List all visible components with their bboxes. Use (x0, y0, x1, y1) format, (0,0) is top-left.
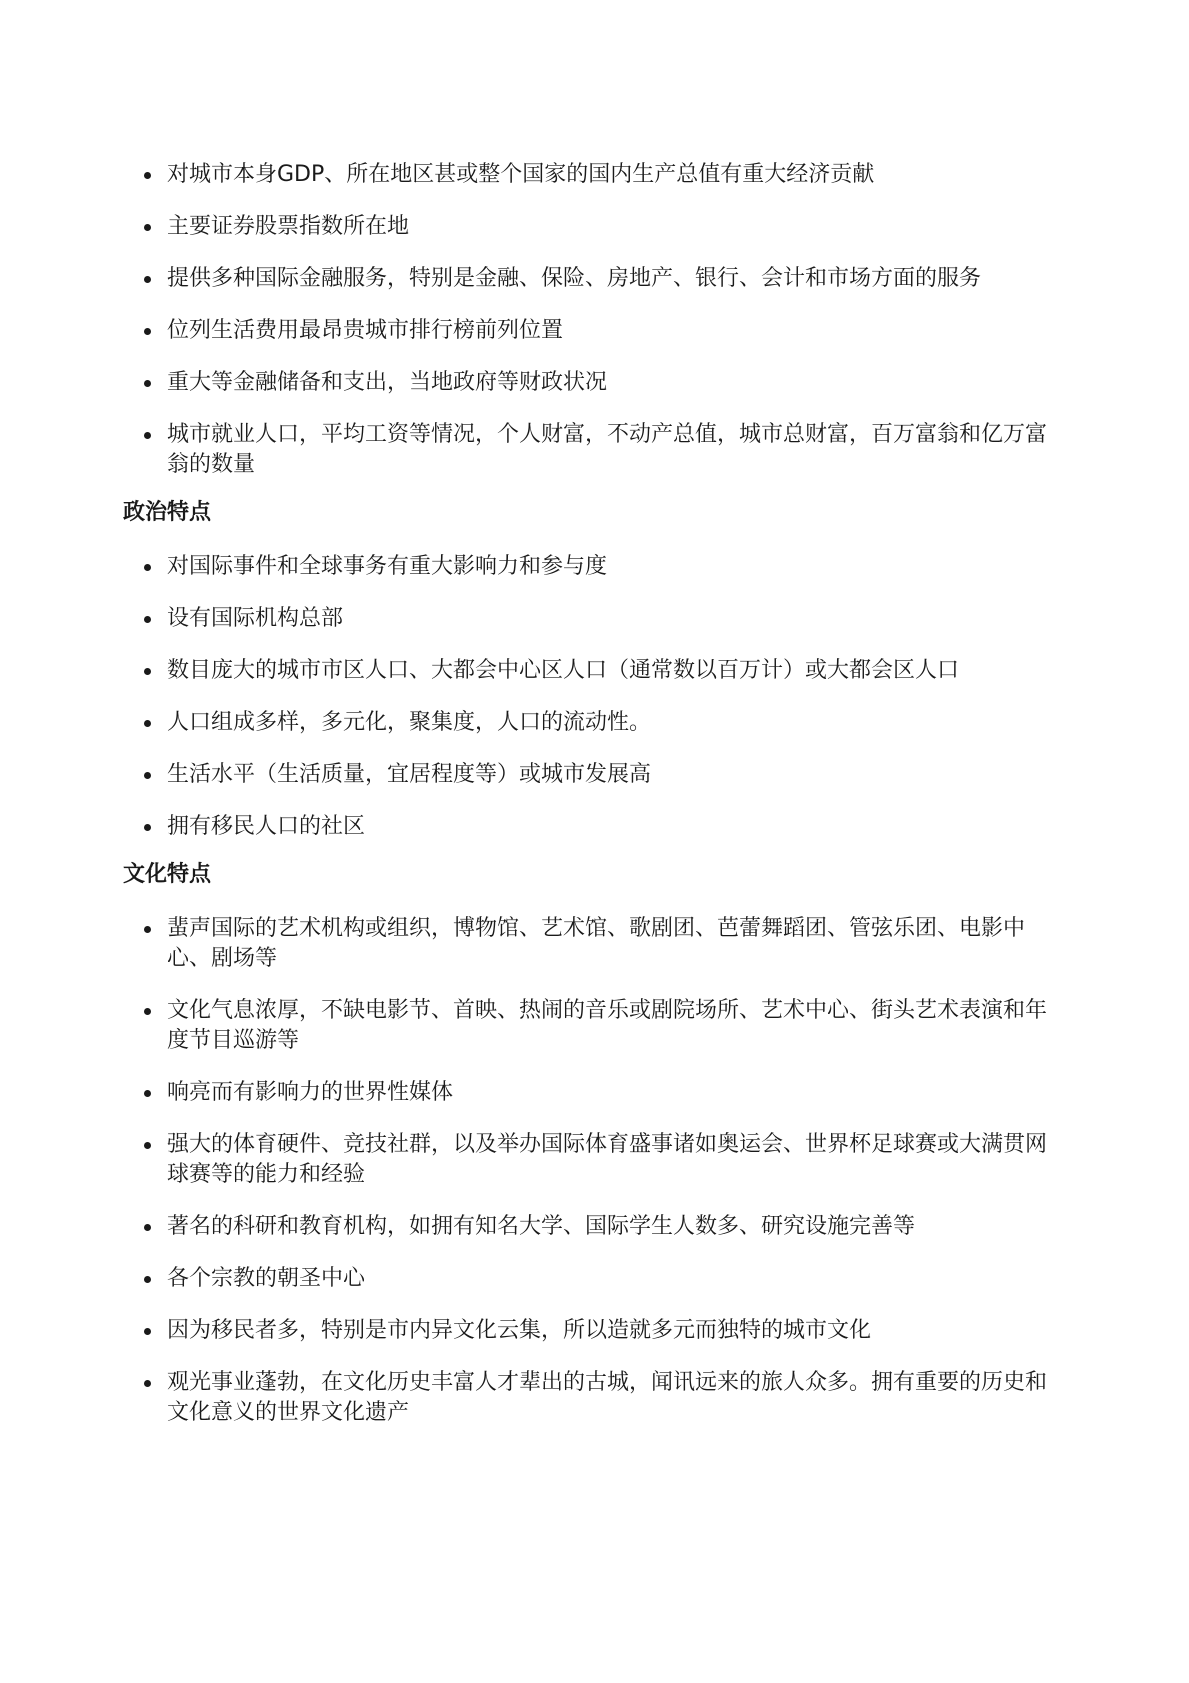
list-item: 位列生活费用最昂贵城市排行榜前列位置 (123, 316, 1068, 346)
politics-section (123, 498, 1068, 842)
politics-heading: 政治特点 (123, 500, 212, 525)
document-page (123, 160, 1068, 1446)
economy-section (123, 160, 1068, 480)
list-item: 强大的体育硬件、竞技社群，以及举办国际体育盛事诸如奥运会、世界杯足球赛或大满贯网球赛等的能力和经验 (123, 1130, 1068, 1190)
list-item: 各个宗教的朝圣中心 (123, 1264, 1068, 1294)
list-item: 响亮而有影响力的世界性媒体 (123, 1078, 1068, 1108)
list-item: 生活水平（生活质量，宜居程度等）或城市发展高 (123, 760, 1068, 790)
list-item: 重大等金融储备和支出，当地政府等财政状况 (123, 368, 1068, 398)
list-item: 因为移民者多，特别是市内异文化云集，所以造就多元而独特的城市文化 (123, 1316, 1068, 1346)
economy-list (123, 160, 1068, 480)
list-item: 主要证券股票指数所在地 (123, 212, 1068, 242)
culture-section (123, 860, 1068, 1428)
list-item: 拥有移民人口的社区 (123, 812, 1068, 842)
list-item: 观光事业蓬勃，在文化历史丰富人才辈出的古城，闻讯远来的旅人众多。拥有重要的历史和文化意义的世界文化遗产 (123, 1368, 1068, 1428)
politics-list (123, 552, 1068, 842)
list-item: 提供多种国际金融服务，特别是金融、保险、房地产、银行、会计和市场方面的服务 (123, 264, 1068, 294)
list-item: 文化气息浓厚，不缺电影节、首映、热闹的音乐或剧院场所、艺术中心、街头艺术表演和年度节目巡游等 (123, 996, 1068, 1056)
culture-list (123, 914, 1068, 1428)
list-item: 对国际事件和全球事务有重大影响力和参与度 (123, 552, 1068, 582)
list-item: 人口组成多样，多元化，聚集度，人口的流动性。 (123, 708, 1068, 738)
list-item: 对城市本身GDP、所在地区甚或整个国家的国内生产总值有重大经济贡献 (123, 160, 1068, 190)
list-item: 数目庞大的城市市区人口、大都会中心区人口（通常数以百万计）或大都会区人口 (123, 656, 1068, 686)
list-item: 设有国际机构总部 (123, 604, 1068, 634)
list-item: 蜚声国际的艺术机构或组织，博物馆、艺术馆、歌剧团、芭蕾舞蹈团、管弦乐团、电影中心、剧场等 (123, 914, 1068, 974)
list-item: 著名的科研和教育机构，如拥有知名大学、国际学生人数多、研究设施完善等 (123, 1212, 1068, 1242)
culture-heading: 文化特点 (123, 862, 212, 887)
list-item: 城市就业人口，平均工资等情况，个人财富，不动产总值，城市总财富，百万富翁和亿万富翁的数量 (123, 420, 1068, 480)
